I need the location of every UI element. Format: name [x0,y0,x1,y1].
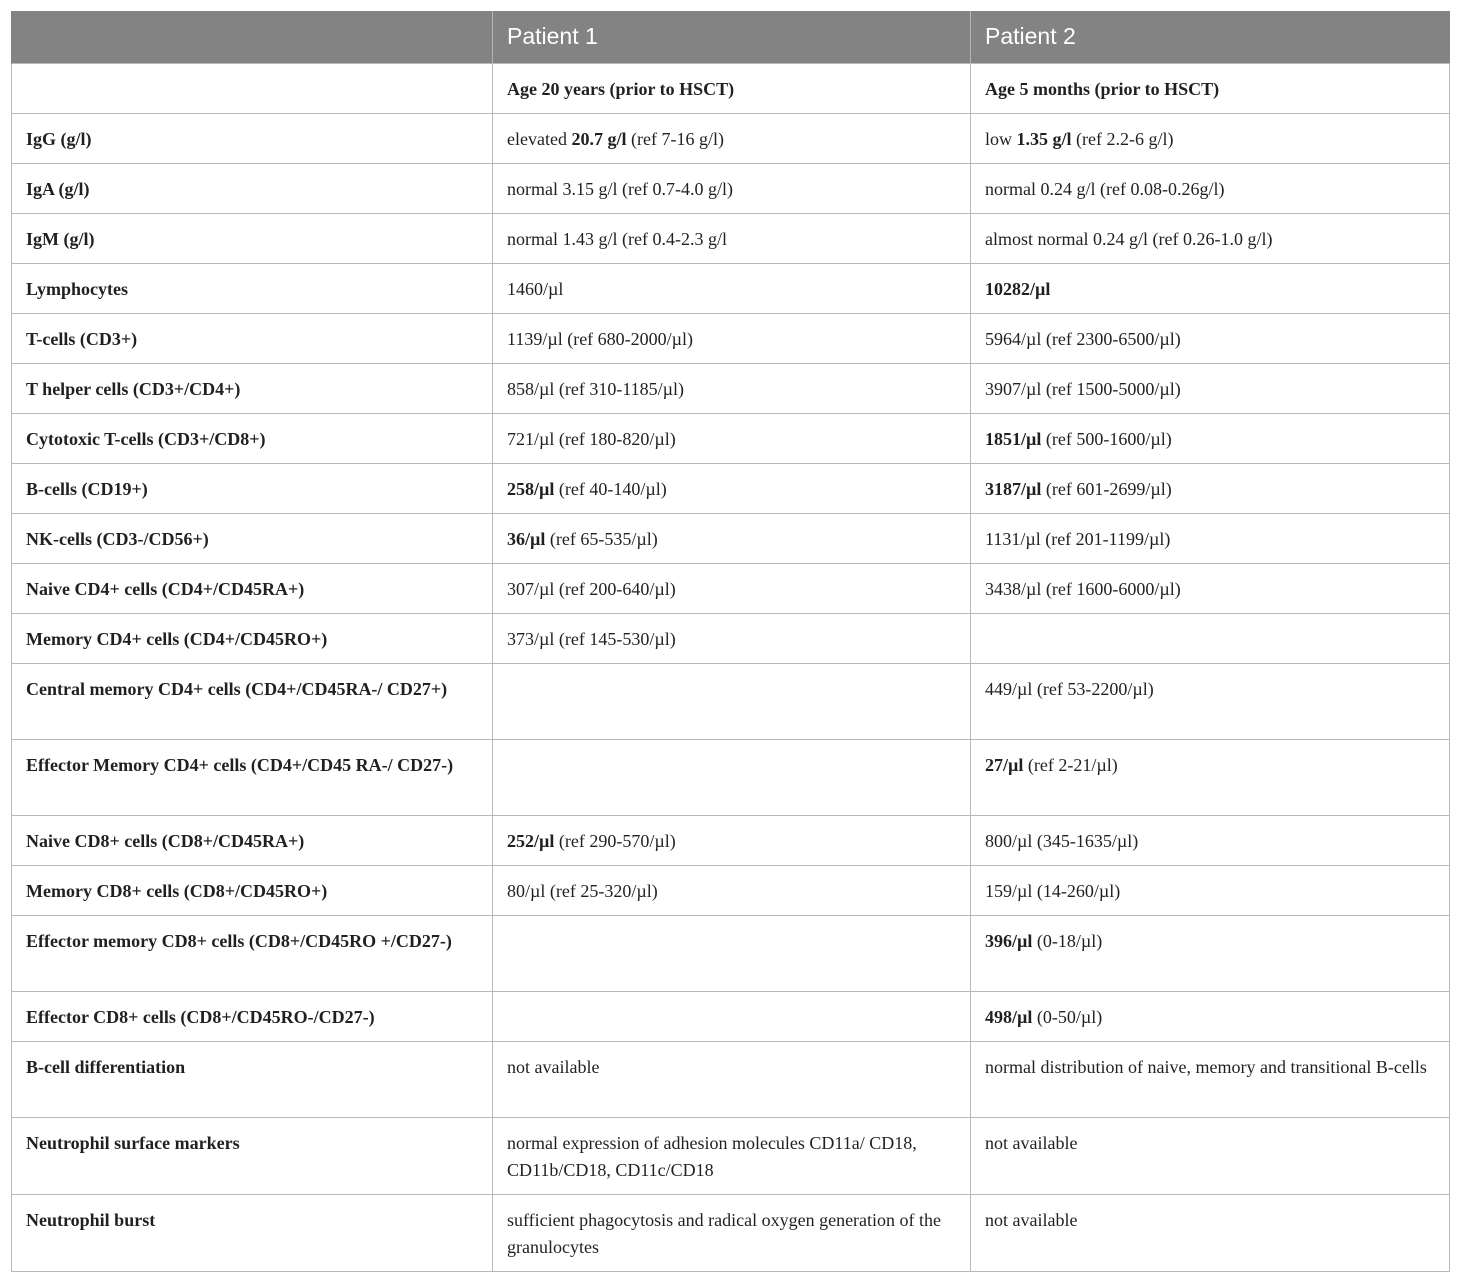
patient-1-value [493,991,971,1041]
patient-1-value [493,815,971,865]
patient-2-value [971,915,1450,991]
header-row [12,11,1450,63]
value-text: 800/µl (345-1635/µl) [985,830,1139,851]
value-reference: (ref 65-535/µl) [545,528,658,549]
patient-1-value [493,513,971,563]
patient-1-value [493,1117,971,1194]
patient-2-value [971,313,1450,363]
patient-1-value [493,865,971,915]
row-label: Naive CD8+ cells (CD8+/CD45RA+) [12,815,493,865]
subheader-empty-cell [12,63,493,113]
value-text: 858/µl (ref 310-1185/µl) [507,378,685,399]
value-text: 373/µl (ref 145-530/µl) [507,628,676,649]
table-row [12,815,1450,865]
table-row [12,363,1450,413]
patient-2-value [971,163,1450,213]
value-reference: (ref 40-140/µl) [554,478,667,499]
patient-1-value [493,663,971,739]
value-reference: (0-18/µl) [1032,930,1103,951]
patient-2-value [971,513,1450,563]
patient-1-value [493,739,971,815]
row-label: Neutrophil burst [12,1194,493,1271]
row-label: B-cell differentiation [12,1041,493,1117]
table-row [12,915,1450,991]
patient-1-value [493,413,971,463]
row-label: Central memory CD4+ cells (CD4+/CD45RA-/ CD27+) [12,663,493,739]
row-label: Cytotoxic T-cells (CD3+/CD8+) [12,413,493,463]
subheader-patient-2-age: Age 5 months (prior to HSCT) [971,63,1450,113]
value-text: normal distribution of naive, memory and transitional B-cells [985,1056,1427,1077]
value-text: 721/µl (ref 180-820/µl) [507,428,676,449]
value-text: 307/µl (ref 200-640/µl) [507,578,676,599]
patient-1-value [493,915,971,991]
subheader-row [12,63,1450,113]
patient-2-value [971,815,1450,865]
patient-2-value [971,663,1450,739]
row-label: Effector memory CD8+ cells (CD8+/CD45RO +/CD27-) [12,915,493,991]
patient-1-value [493,163,971,213]
value-highlight: 396/µl [985,930,1033,951]
row-label: B-cells (CD19+) [12,463,493,513]
row-label: Memory CD4+ cells (CD4+/CD45RO+) [12,613,493,663]
header-empty-cell [12,11,493,63]
value-text: sufficient phagocytosis and radical oxygen generation of the granulocytes [507,1209,942,1257]
patient-2-value [971,865,1450,915]
value-text: 3438/µl (ref 1600-6000/µl) [985,578,1181,599]
table-row [12,513,1450,563]
value-highlight: 1.35 g/l [1016,128,1072,149]
patient-1-value [493,113,971,163]
row-label: Naive CD4+ cells (CD4+/CD45RA+) [12,563,493,613]
value-highlight: 258/µl [507,478,555,499]
patient-1-value [493,463,971,513]
value-reference: (ref 2-21/µl) [1023,754,1118,775]
value-text: normal 1.43 g/l (ref 0.4-2.3 g/l [507,228,727,249]
row-label: Effector Memory CD4+ cells (CD4+/CD45 RA-/ CD27-) [12,739,493,815]
value-text: 80/µl (ref 25-320/µl) [507,880,658,901]
value-highlight: 27/µl [985,754,1024,775]
value-reference: (ref 500-1600/µl) [1041,428,1172,449]
patient-2-value [971,113,1450,163]
patient-2-value [971,363,1450,413]
value-highlight: 10282/µl [985,278,1051,299]
table-row [12,991,1450,1041]
table-row [12,1194,1450,1271]
value-highlight: 498/µl [985,1006,1033,1027]
patient-2-value [971,1041,1450,1117]
value-text: elevated [507,128,572,149]
patient-2-value [971,563,1450,613]
table-row [12,113,1450,163]
patient-2-value [971,263,1450,313]
patient-1-value [493,263,971,313]
patient-1-value [493,1041,971,1117]
patient-2-value [971,463,1450,513]
patient-2-value [971,413,1450,463]
header-patient-1: Patient 1 [493,11,971,63]
table-row [12,613,1450,663]
header-patient-2: Patient 2 [971,11,1450,63]
value-highlight: 36/µl [507,528,546,549]
row-label: Effector CD8+ cells (CD8+/CD45RO-/CD27-) [12,991,493,1041]
table-row [12,163,1450,213]
row-label: NK-cells (CD3-/CD56+) [12,513,493,563]
patient-1-value [493,563,971,613]
row-label: T-cells (CD3+) [12,313,493,363]
table-row [12,739,1450,815]
value-highlight: 3187/µl [985,478,1042,499]
table-row [12,263,1450,313]
patient-2-value [971,1194,1450,1271]
value-text: normal 3.15 g/l (ref 0.7-4.0 g/l) [507,178,733,199]
row-label: IgM (g/l) [12,213,493,263]
row-label: Memory CD8+ cells (CD8+/CD45RO+) [12,865,493,915]
value-text: not available [985,1209,1078,1230]
row-label: T helper cells (CD3+/CD4+) [12,363,493,413]
value-text: 449/µl (ref 53-2200/µl) [985,678,1154,699]
value-text: normal 0.24 g/l (ref 0.08-0.26g/l) [985,178,1225,199]
value-text: normal expression of adhesion molecules CD11a/ CD18, CD11b/CD18, CD11c/CD18 [507,1132,917,1180]
value-text: not available [507,1056,600,1077]
value-highlight: 1851/µl [985,428,1042,449]
value-text: 1460/µl [507,278,564,299]
value-reference: (ref 7-16 g/l) [626,128,724,149]
table-row [12,213,1450,263]
value-highlight: 20.7 g/l [571,128,627,149]
patient-1-value [493,213,971,263]
table-row [12,1041,1450,1117]
table-row [12,563,1450,613]
value-text: low [985,128,1017,149]
value-reference: (0-50/µl) [1032,1006,1103,1027]
patient-2-value [971,1117,1450,1194]
subheader-patient-1-age: Age 20 years (prior to HSCT) [493,63,971,113]
table-row [12,663,1450,739]
patient-1-value [493,363,971,413]
patient-2-value [971,213,1450,263]
value-text: 3907/µl (ref 1500-5000/µl) [985,378,1181,399]
patient-2-value [971,991,1450,1041]
value-reference: (ref 601-2699/µl) [1041,478,1172,499]
row-label: Neutrophil surface markers [12,1117,493,1194]
value-text: 159/µl (14-260/µl) [985,880,1121,901]
table-row [12,865,1450,915]
value-highlight: 252/µl [507,830,555,851]
value-reference: (ref 2.2-6 g/l) [1071,128,1174,149]
patient-1-value [493,613,971,663]
value-text: not available [985,1132,1078,1153]
table-row [12,313,1450,363]
value-text: 1139/µl (ref 680-2000/µl) [507,328,694,349]
table-row [12,463,1450,513]
value-text: 1131/µl (ref 201-1199/µl) [985,528,1171,549]
row-label: IgG (g/l) [12,113,493,163]
patient-2-value [971,613,1450,663]
patient-1-value [493,1194,971,1271]
table-row [12,413,1450,463]
value-text: 5964/µl (ref 2300-6500/µl) [985,328,1181,349]
lab-results-table [11,11,1450,1272]
row-label: Lymphocytes [12,263,493,313]
row-label: IgA (g/l) [12,163,493,213]
patient-2-value [971,739,1450,815]
value-text: almost normal 0.24 g/l (ref 0.26-1.0 g/l) [985,228,1273,249]
patient-1-value [493,313,971,363]
value-reference: (ref 290-570/µl) [554,830,676,851]
table-row [12,1117,1450,1194]
